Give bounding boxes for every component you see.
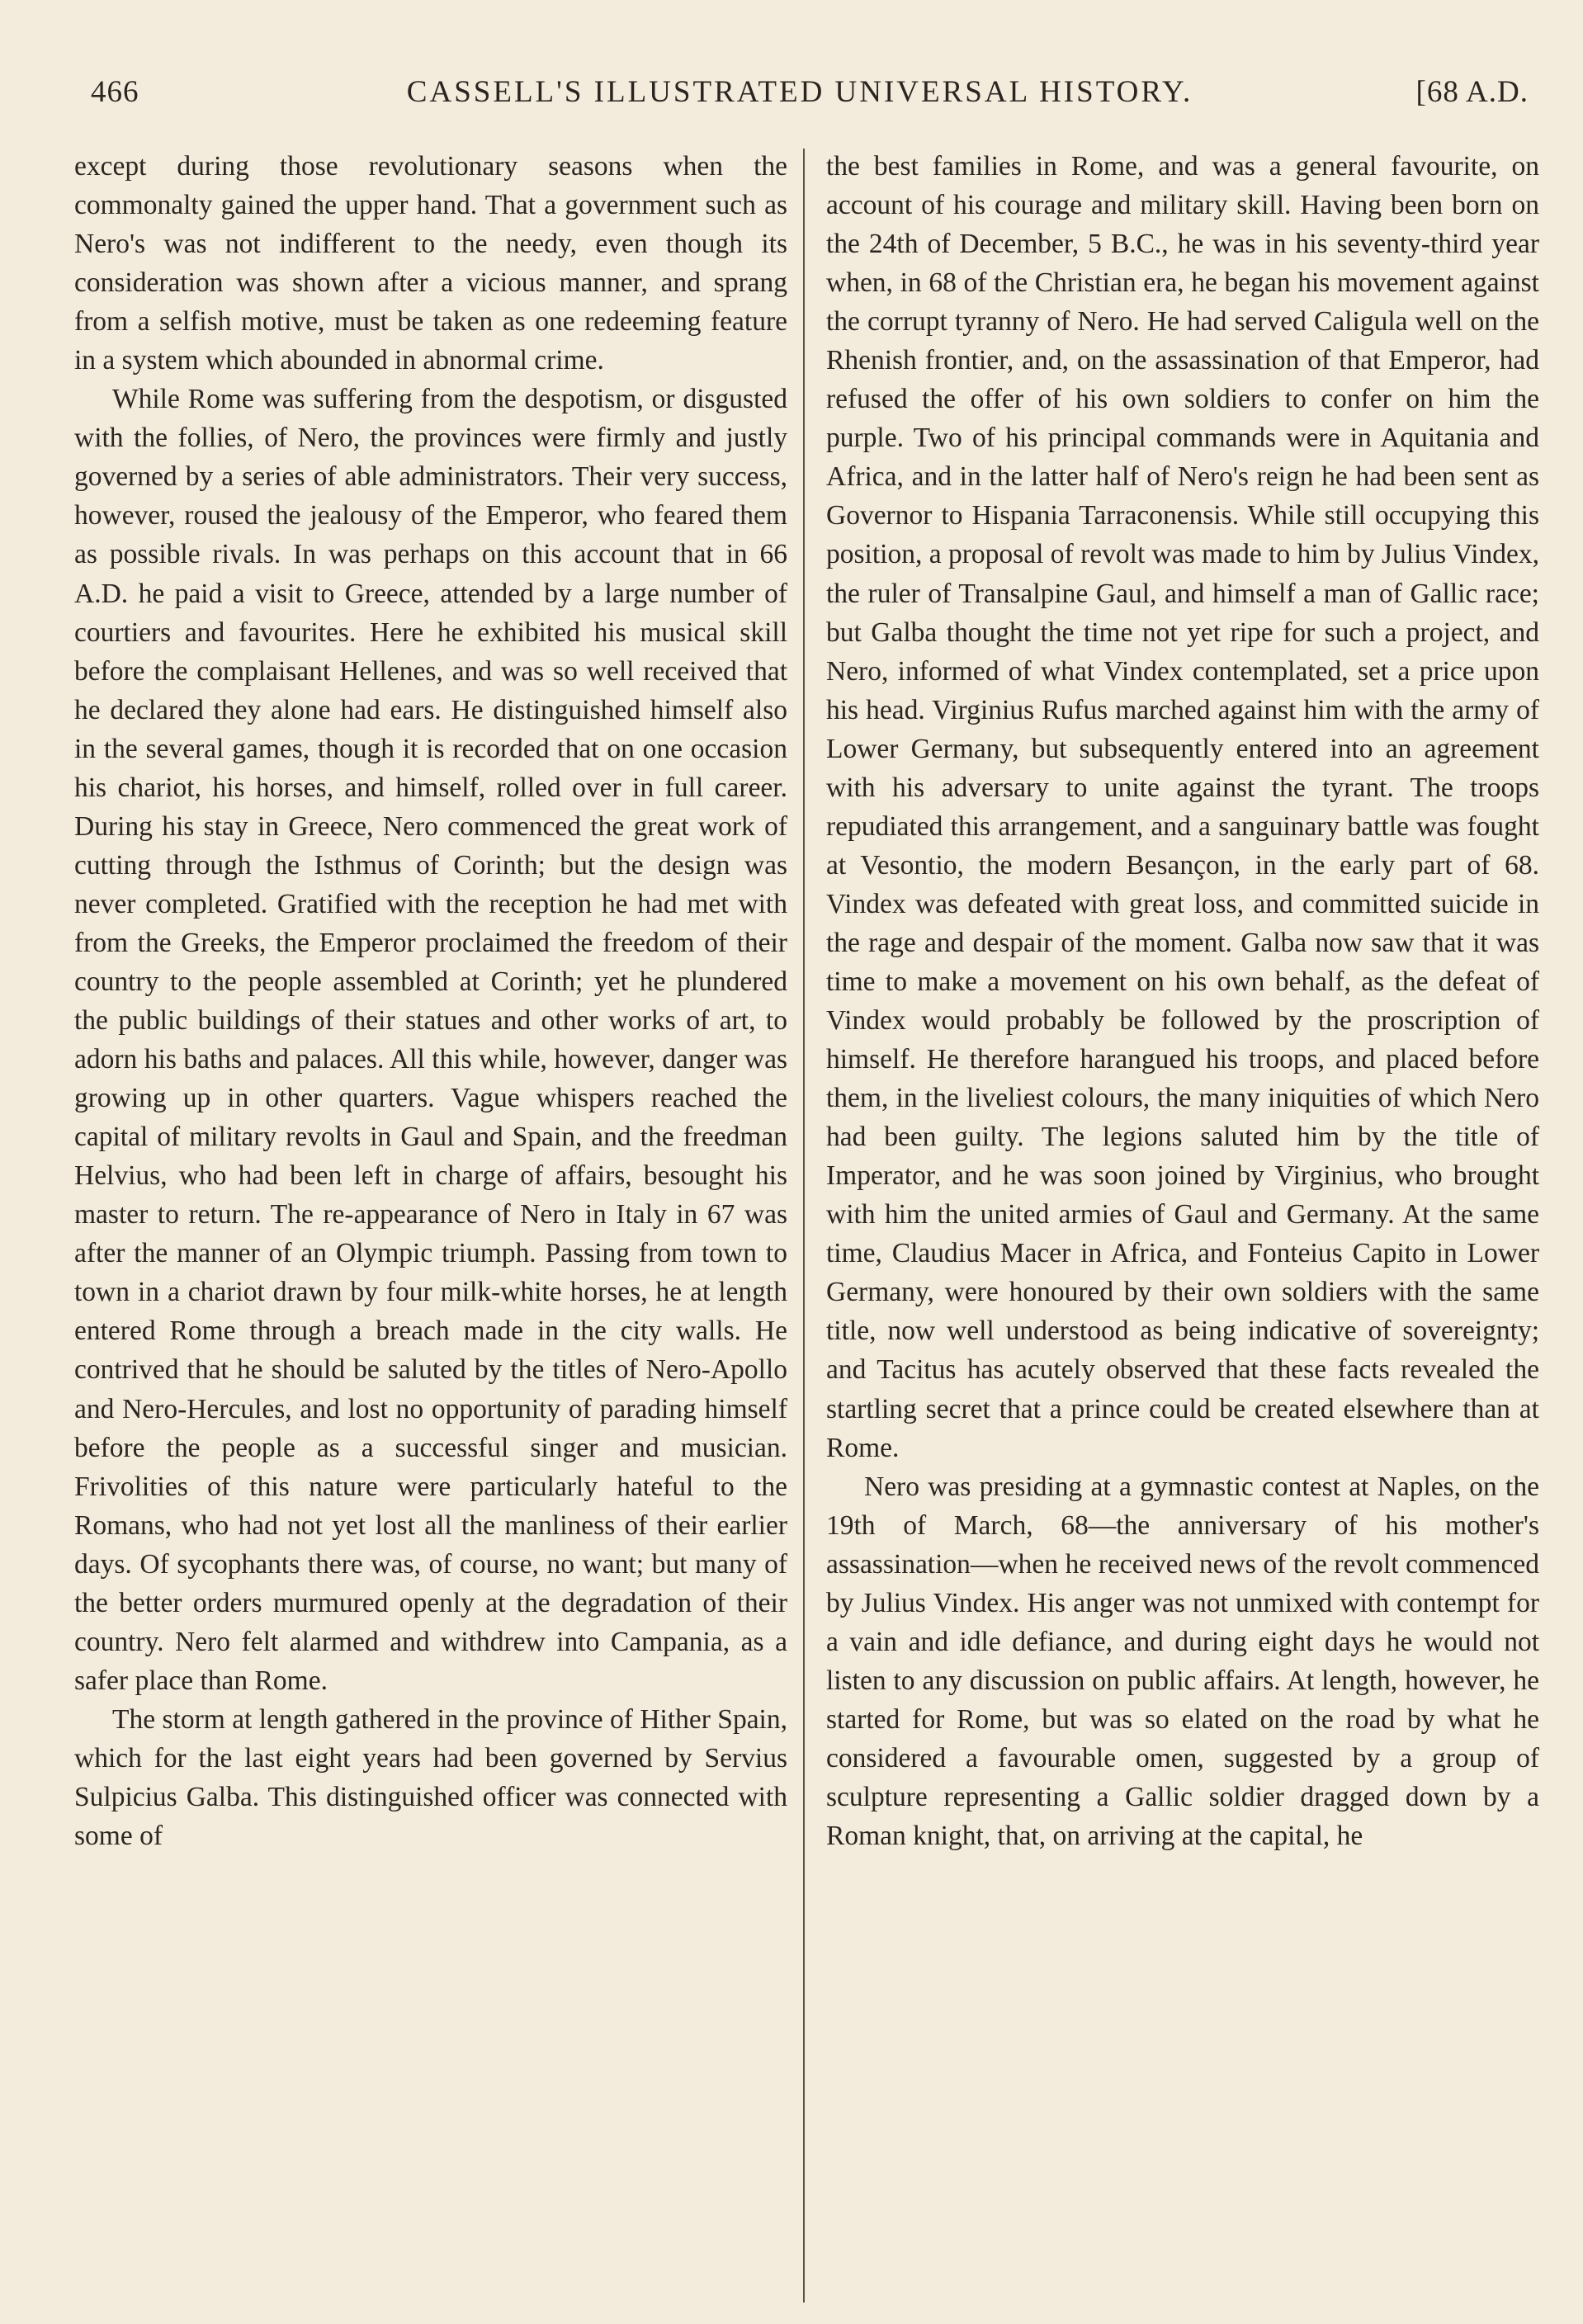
paragraph: Nero was presiding at a gymnastic contest at Naples, on the 19th of March, 68—the anniversary of his mother's assassination—when he received news of the revolt commenced by Julius Vindex. His anger was not unmixed with contempt for a vain and idle defiance, and during eight days he would not listen to any discussion on public affairs. At length, however, he started for Rome, but was so elated on the road by what he considered a favourable omen, suggested by a group of sculpture representing a Gallic soldier dragged down by a Roman knight, that, on arriving at the capital, he	[826, 1471, 1539, 1852]
paragraph: The storm at length gathered in the province of Hither Spain, which for the last eight years had been governed by Servius Sulpicius Galba. This distinguished officer was connected with some of	[74, 1703, 787, 1852]
page-number: 466	[91, 75, 139, 109]
running-title: CASSELL'S ILLUSTRATED UNIVERSAL HISTORY.	[406, 75, 1193, 109]
running-header	[71, 69, 1529, 119]
column-divider	[803, 149, 805, 2303]
paragraph: While Rome was suffering from the despotism, or disgusted with the follies, of Nero, the provinces were firmly and justly governed by a series of able administrators. Their very success, however, roused the jealousy of the Emperor, who feared them as possible rivals. In was perhaps on this account that in 66 A.D. he paid a visit to Greece, attended by a large number of courtiers and favourites. Here he exhibited his musical skill before the complaisant Hellenes, and was so well received that he declared they alone had ears. He distinguished himself also in the several games, though it is recorded that on one occasion his chariot, his horses, and himself, rolled over in full career. During his stay in Greece, Nero commenced the great work of cutting through the Isthmus of Corinth; but the design was never completed. Gratified with the reception he had met with from the Greeks, the Emperor proclaimed the freedom of their country to the people assembled at Corinth; yet he plundered the public buildings of their statues and other works of art, to adorn his baths and palaces. All this while, however, danger was growing up in other quarters. Vague whispers reached the capital of military revolts in Gaul and Spain, and the freedman Helvius, who had been left in charge of affairs, besought his master to return. The re-appearance of Nero in Italy in 67 was after the manner of an Olympic triumph. Passing from town to town in a chariot drawn by four milk-white horses, he at length entered Rome through a breach made in the city walls. He contrived that he should be saluted by the titles of Nero-Apollo and Nero-Hercules, and lost no opportunity of parading himself before the people as a successful singer and musician. Frivolities of this nature were particularly hateful to the Romans, who had not yet lost all the manliness of their earlier days. Of sycophants there was, of course, no want; but many of the better orders murmured openly at the degradation of their country. Nero felt alarmed and withdrew into Campania, as a safer place than Rome.	[74, 384, 787, 1696]
right-column	[826, 147, 1539, 1855]
paragraph: except during those revolutionary seasons when the commonalty gained the upper hand. That a government such as Nero's was not indifferent to the needy, even though its consideration was shown after a vicious manner, and sprang from a selfish motive, must be taken as one redeeming feature in a system which abounded in abnormal crime.	[74, 151, 787, 376]
left-column	[74, 147, 787, 1855]
running-date: [68 A.D.	[1415, 75, 1529, 109]
paragraph: the best families in Rome, and was a general favourite, on account of his courage and military skill. Having been born on the 24th of December, 5 B.C., he was in his seventy-third year when, in 68 of the Christian era, he began his movement against the corrupt tyranny of Nero. He had served Caligula well on the Rhenish frontier, and, on the assassination of that Emperor, had refused the offer of his own soldiers to confer on him the purple. Two of his principal commands were in Aquitania and Africa, and in the latter half of Nero's reign he had been sent as Governor to Hispania Tarraconensis. While still occupying this position, a proposal of revolt was made to him by Julius Vindex, the ruler of Transalpine Gaul, and himself a man of Gallic race; but Galba thought the time not yet ripe for such a project, and Nero, informed of what Vindex contemplated, set a price upon his head. Virginius Rufus marched against him with the army of Lower Germany, but subsequently entered into an agreement with his adversary to unite against the tyrant. The troops repudiated this arrangement, and a sanguinary battle was fought at Vesontio, the modern Besançon, in the early part of 68. Vindex was defeated with great loss, and committed suicide in the rage and despair of the moment. Galba now saw that it was time to make a movement on his own behalf, as the defeat of Vindex would probably be followed by the proscription of himself. He therefore harangued his troops, and placed before them, in the liveliest colours, the many iniquities of which Nero had been guilty. The legions saluted him by the title of Imperator, and he was soon joined by Virginius, who brought with him the united armies of Gaul and Germany. At the same time, Claudius Macer in Africa, and Fonteius Capito in Lower Germany, were honoured by their own soldiers with the same title, now well understood as being indicative of sovereignty; and Tacitus has acutely observed that these facts revealed the startling secret that a prince could be created elsewhere than at Rome.	[826, 151, 1539, 1463]
